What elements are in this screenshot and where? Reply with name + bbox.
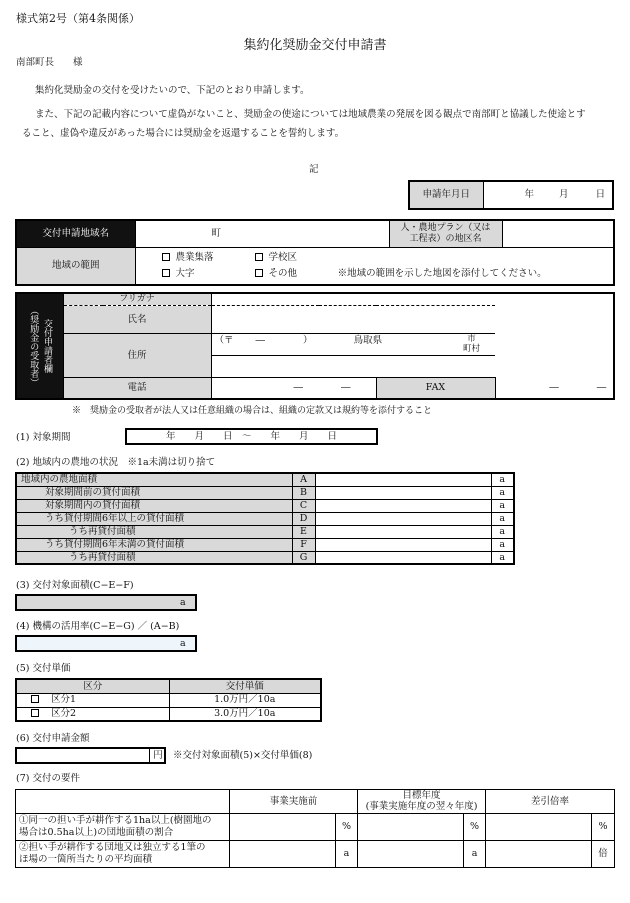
farmland-row xyxy=(16,486,514,499)
scope-option-other[interactable]: その他 xyxy=(255,266,335,282)
section7-title: (7) 交付の要件 xyxy=(16,773,80,784)
req2-target-field[interactable] xyxy=(358,841,464,868)
farmland-row-label: うち貸付期間6年未満の貸付面積 xyxy=(16,538,292,551)
application-date-box xyxy=(408,180,614,210)
checkbox[interactable] xyxy=(162,253,170,261)
farmland-row-unit: a xyxy=(491,486,514,499)
requirement-1-label: ①同一の担い手が耕作する1ha以上(樹園地の 場合は0.5ha以上)の団地面積の割合 xyxy=(16,814,230,841)
intro-paragraph-2a: また、下記の記載内容について虚偽がないこと、奨励金の使途については地域農業の発展を図る観点で南部町と協議した使途とす xyxy=(35,109,586,120)
farmland-row-unit: a xyxy=(491,551,514,564)
farmland-row-code: C xyxy=(292,499,315,512)
amount-formula: ※交付対象面積(5)×交付単価(8) xyxy=(173,750,313,761)
col-ratio: 差引倍率 xyxy=(486,790,615,814)
applicant-table xyxy=(15,292,615,400)
requirement-2-label: ②担い手が耕作する団地又は独立する1筆の ほ場の一箇所当たりの平均面積 xyxy=(16,841,230,868)
plan-area-label: 人・農地プラン（又は 工程表）の地区名 xyxy=(389,220,502,247)
farmland-row-code: G xyxy=(292,551,315,564)
form-number: 様式第2号（第4条関係） xyxy=(16,12,140,25)
section6-title: (6) 交付申請金額 xyxy=(16,733,90,744)
farmland-row-label: 対象期間内の貸付面積 xyxy=(16,499,292,512)
section3-title: (3) 交付対象面積(C−E−F) xyxy=(16,580,134,591)
applicant-side-label: （奨励金の受取者） 交付申請者欄 xyxy=(16,293,63,399)
farmland-row-value[interactable] xyxy=(315,499,491,512)
ki-label: 記 xyxy=(309,164,319,175)
farmland-row-value[interactable] xyxy=(315,486,491,499)
area-table xyxy=(15,219,615,286)
fax-label: FAX xyxy=(376,378,495,399)
utilization-rate-field[interactable]: a xyxy=(15,635,197,652)
unit-price-1: 1.0万円／10a xyxy=(169,693,321,707)
farmland-row xyxy=(16,551,514,564)
address-label: 住所 xyxy=(63,334,211,378)
fax-field[interactable]: ― ― xyxy=(549,382,607,394)
farmland-row-value[interactable] xyxy=(315,538,491,551)
farmland-row xyxy=(16,525,514,538)
farmland-row-value[interactable] xyxy=(315,551,491,564)
scope-option-village[interactable]: 農業集落 xyxy=(162,250,252,266)
furigana-field[interactable] xyxy=(211,293,495,305)
category-option-2[interactable]: 区分2 xyxy=(16,707,169,721)
region-name-label: 交付申請地域名 xyxy=(16,220,135,247)
col-target: 目標年度 (事業実施年度の翌々年度) xyxy=(358,790,486,814)
farmland-row-value[interactable] xyxy=(315,473,491,486)
addressee: 南部町長 様 xyxy=(16,57,83,68)
requirements-table: 事業実施前 目標年度 (事業実施年度の翌々年度) 差引倍率 ①同一の担い手が耕作する1ha以上(樹園地の 場合は0.5ha以上)の団地面積の割合 % % % ②担い手が耕作する団地又は独立する1筆の ほ場の一箇所当たりの平均面積 a a 倍 xyxy=(15,789,615,868)
farmland-row-label: 対象期間前の貸付面積 xyxy=(16,486,292,499)
furigana-label: フリガナ xyxy=(63,293,211,305)
farmland-row-code: D xyxy=(292,512,315,525)
category-option-1[interactable]: 区分1 xyxy=(16,693,169,707)
req2-ratio-field[interactable] xyxy=(486,841,592,868)
farmland-row-unit: a xyxy=(491,512,514,525)
farmland-row-unit: a xyxy=(491,473,514,486)
farmland-row-label: うち再貸付面積 xyxy=(16,525,292,538)
farmland-row-unit: a xyxy=(491,499,514,512)
application-date-field[interactable]: 年 月 日 xyxy=(524,189,606,201)
scope-option-school[interactable]: 学校区 xyxy=(255,252,298,263)
target-area-field[interactable]: a xyxy=(15,594,197,611)
unit-price-2: 3.0万円／10a xyxy=(169,707,321,721)
farmland-row-code: E xyxy=(292,525,315,538)
unit-price-table xyxy=(15,678,322,722)
farmland-row-value[interactable] xyxy=(315,525,491,538)
checkbox[interactable] xyxy=(31,709,39,717)
scope-label: 地域の範囲 xyxy=(16,247,135,285)
plan-area-field[interactable] xyxy=(502,220,614,247)
farmland-row-label: 地域内の農地面積 xyxy=(16,473,292,486)
intro-paragraph-2b: ること、虚偽や違反があった場合には奨励金を返還することを誓約します。 xyxy=(22,128,345,139)
checkbox[interactable] xyxy=(255,269,263,277)
scope-options xyxy=(135,247,614,285)
application-amount-field[interactable]: 円 xyxy=(15,747,166,764)
req1-target-field[interactable] xyxy=(358,814,464,841)
checkbox[interactable] xyxy=(31,695,39,703)
farmland-row-unit: a xyxy=(491,538,514,551)
col-before: 事業実施前 xyxy=(230,790,358,814)
name-label: 氏名 xyxy=(63,305,211,333)
farmland-row xyxy=(16,473,514,486)
section4-title: (4) 機構の活用率(C−E−G) ／ (A−B) xyxy=(16,621,180,632)
section5-title: (5) 交付単価 xyxy=(16,663,71,674)
farmland-row-label: うち貸付期間6年以上の貸付面積 xyxy=(16,512,292,525)
period-field[interactable]: 年 月 日 ～ 年 月 日 xyxy=(125,428,378,445)
scope-option-oaza[interactable]: 大字 xyxy=(162,266,252,282)
unit-price-col-price: 交付単価 xyxy=(169,679,321,693)
intro-paragraph-1: 集約化奨励金の交付を受けたいので、下記のとおり申請します。 xyxy=(35,85,310,96)
farmland-row-value[interactable] xyxy=(315,512,491,525)
req1-before-field[interactable] xyxy=(230,814,336,841)
farmland-table xyxy=(15,472,515,565)
farmland-row-code: B xyxy=(292,486,315,499)
farmland-row xyxy=(16,512,514,525)
checkbox[interactable] xyxy=(255,253,263,261)
farmland-row-code: A xyxy=(292,473,315,486)
farmland-row-code: F xyxy=(292,538,315,551)
page-title: 集約化奨励金交付申請書 xyxy=(243,38,387,53)
farmland-row-unit: a xyxy=(491,525,514,538)
section2-title: (2) 地域内の農地の状況 ※1a未満は切り捨て xyxy=(16,457,216,468)
name-field[interactable] xyxy=(211,305,495,333)
scope-note: ※地域の範囲を示した地図を添付してください。 xyxy=(337,267,547,279)
req2-before-field[interactable] xyxy=(230,841,336,868)
farmland-row xyxy=(16,538,514,551)
checkbox[interactable] xyxy=(162,269,170,277)
phone-field[interactable]: ― ― xyxy=(293,382,351,394)
address-field[interactable]: （〒 ― ） 鳥取県 市 町村 xyxy=(211,334,495,355)
farmland-row xyxy=(16,499,514,512)
section1-title: (1) 対象期間 xyxy=(16,432,71,443)
application-date-label: 申請年月日 xyxy=(409,181,483,209)
unit-price-col-category: 区分 xyxy=(16,679,169,693)
region-name-field[interactable]: 町 xyxy=(135,220,389,247)
phone-label: 電話 xyxy=(63,378,211,399)
farmland-row-label: うち再貸付面積 xyxy=(16,551,292,564)
address-field-line2[interactable] xyxy=(211,355,495,377)
applicant-note: ※ 奨励金の受取者が法人又は任意組織の場合は、組織の定款又は規約等を添付すること xyxy=(72,406,433,416)
req1-ratio-field[interactable] xyxy=(486,814,592,841)
